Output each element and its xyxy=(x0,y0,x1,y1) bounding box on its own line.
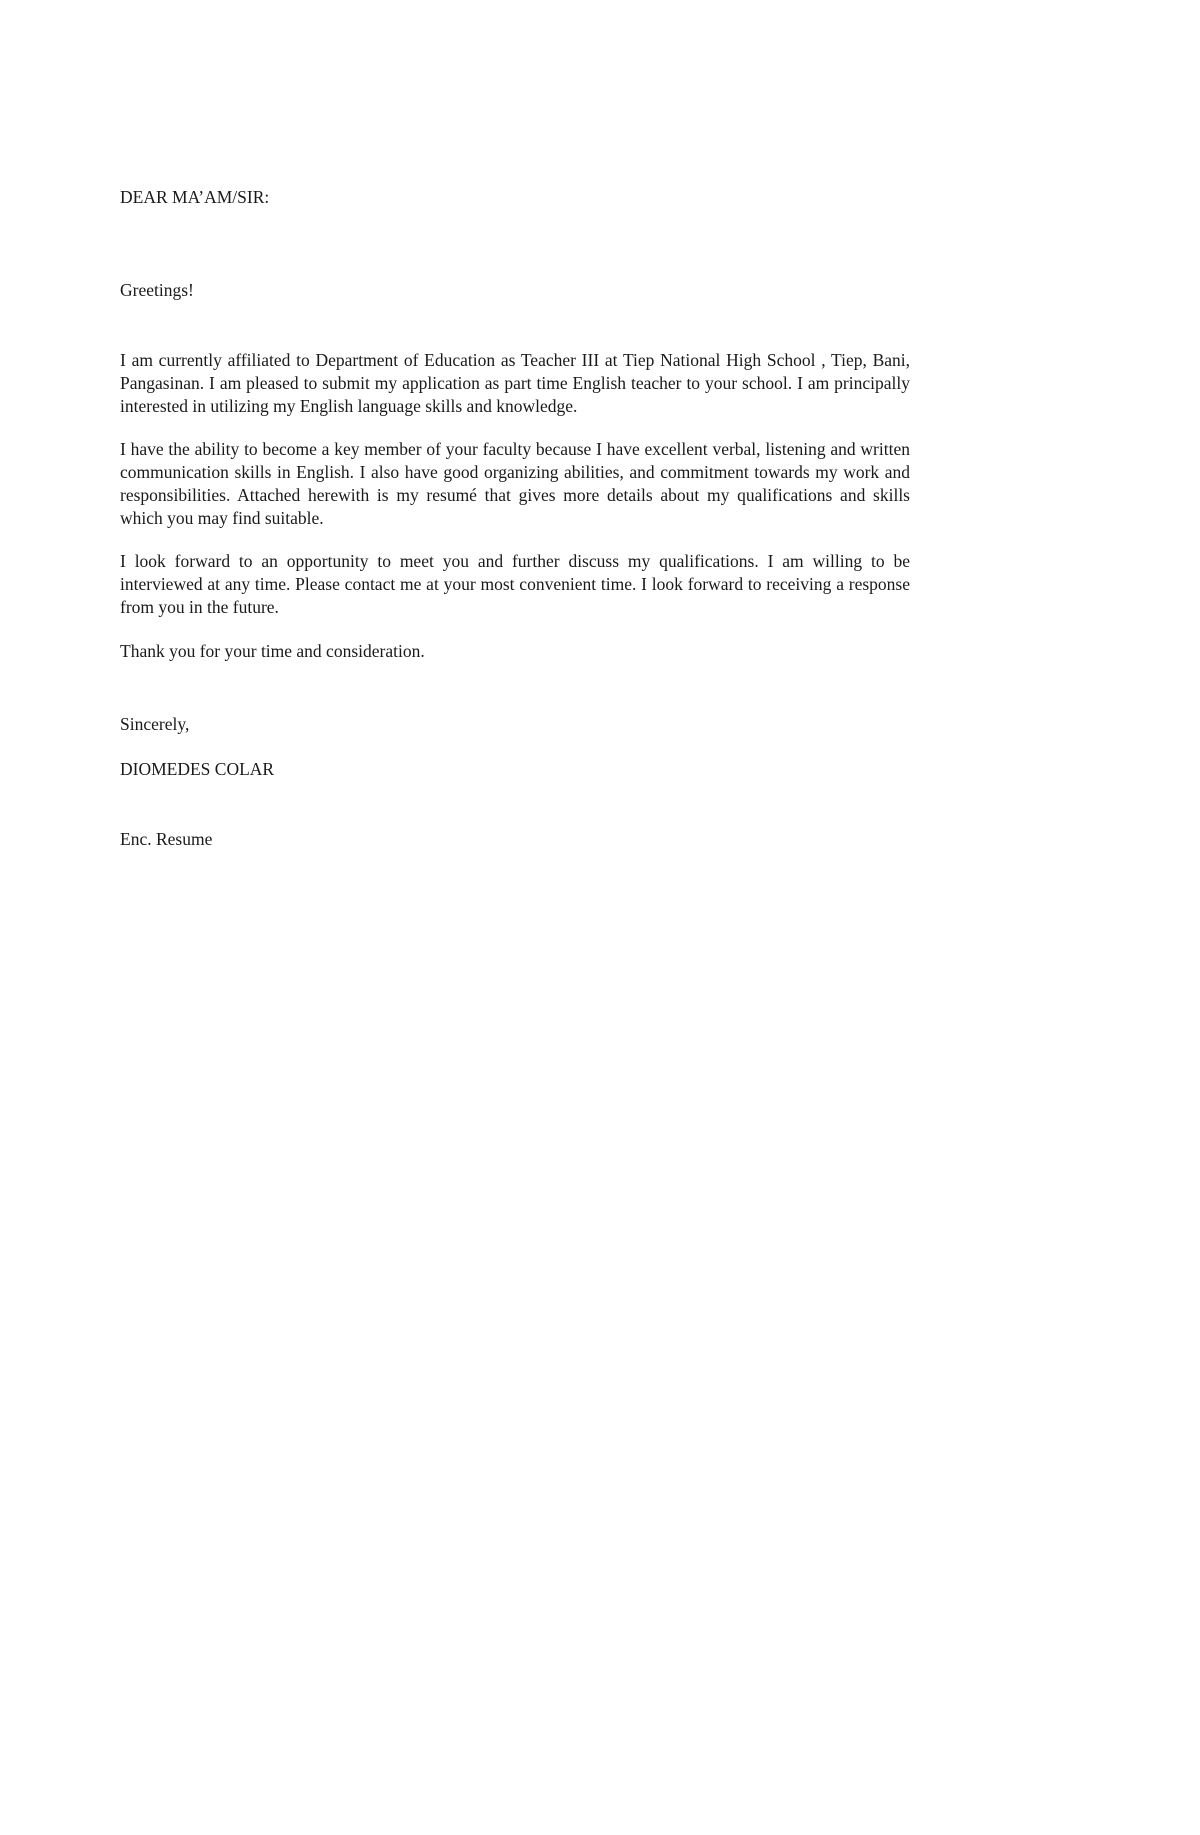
thank-you-line: Thank you for your time and consideration. xyxy=(120,641,425,661)
paragraph-qualifications: I have the ability to become a key member of your faculty because I have excellent verbal, listening and written communication skills in English. I also have good organizing abilities, and commitment towards my work and responsibilities. Attached herewith is my resumé that gives more details about my qualifications and skills which you may find suitable. xyxy=(120,439,910,528)
closing-line: Sincerely, xyxy=(120,714,190,734)
salutation: DEAR MA’AM/SIR: xyxy=(120,187,270,207)
paragraph-interview-request: I look forward to an opportunity to meet you and further discuss my qualifications. I am willing to be interviewed at any time. Please contact me at your most convenient time. I look forward to receiving a response from you in the future. xyxy=(120,551,910,617)
greeting-line: Greetings! xyxy=(120,280,194,300)
enclosure-line: Enc. Resume xyxy=(120,829,213,849)
signature-name: DIOMEDES COLAR xyxy=(120,759,275,779)
cover-letter xyxy=(120,186,910,869)
paragraph-introduction: I am currently affiliated to Department of Education as Teacher III at Tiep National High School , Tiep, Bani, Pangasinan. I am pleased to submit my application as part time English teacher to your school. I am principally interested in utilizing my English language skills and knowledge. xyxy=(120,350,910,416)
